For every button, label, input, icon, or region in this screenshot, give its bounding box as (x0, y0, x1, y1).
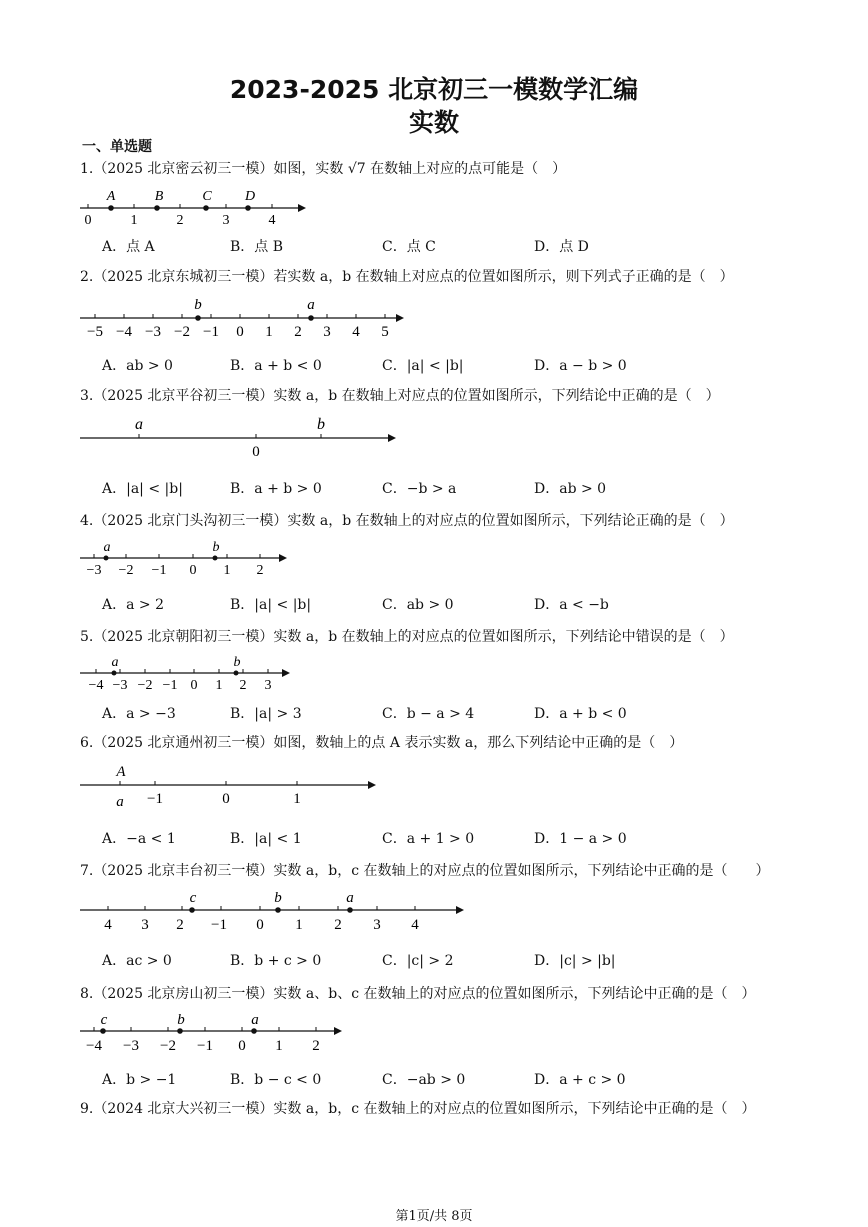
tick-label: 2 (294, 324, 302, 340)
question-3-stem: 3.（2025 北京平谷初三一模）实数 a，b 在数轴上对应点的位置如图所示，下列结论中正确的是（ ） (80, 388, 720, 404)
tick-label: 0 (238, 1038, 246, 1054)
label-a: a (346, 890, 354, 906)
label-b: b (274, 890, 282, 906)
tick-label: −1 (211, 917, 227, 933)
option-a: A．a > 2 (102, 597, 164, 613)
option-d: D．点 D (534, 239, 589, 255)
tick-label: −4 (88, 678, 104, 693)
label-a: a (103, 540, 111, 555)
label-b: b (194, 297, 202, 313)
tick-label: 2 (176, 213, 184, 228)
tick-label: 0 (236, 324, 244, 340)
option-d: D．ab > 0 (534, 481, 607, 497)
section-heading: 一、单选题 (82, 139, 152, 155)
tick-label: 3 (264, 678, 272, 693)
tick-label: −1 (147, 791, 163, 807)
label-C: C (202, 189, 212, 204)
question-1-stem: 1.（2025 北京密云初三一模）如图，实数 √7 在数轴上对应的点可能是（ ） (80, 161, 567, 177)
label-b: b (212, 540, 220, 555)
tick-label: 2 (239, 678, 247, 693)
document-subtitle: 实数 (408, 108, 459, 137)
option-c: C．b − a > 4 (382, 706, 475, 722)
option-b: B．|a| > 3 (230, 706, 302, 722)
tick-label: −2 (174, 324, 190, 340)
tick-label: 2 (312, 1038, 320, 1054)
label-a: a (135, 416, 143, 433)
label-b: b (317, 416, 325, 433)
option-b: B．|a| < |b| (230, 597, 312, 613)
option-a: A．ab > 0 (102, 358, 173, 374)
option-b: B．a + b > 0 (230, 481, 322, 497)
label-a: a (111, 655, 119, 670)
tick-label: 0 (84, 213, 92, 228)
tick-label: −4 (86, 1038, 102, 1054)
label-c: c (100, 1012, 108, 1028)
label-A: A (106, 189, 116, 204)
question-6-stem: 6.（2025 北京通州初三一模）如图，数轴上的点 A 表示实数 a，那么下列结论中正确的是（ ） (80, 735, 684, 751)
label-c: c (189, 890, 197, 906)
tick-label: −2 (160, 1038, 176, 1054)
tick-label: 0 (222, 791, 230, 807)
option-c: C．|a| < |b| (382, 358, 464, 374)
label-a: a (116, 794, 124, 810)
question-5-stem: 5.（2025 北京朝阳初三一模）实数 a，b 在数轴上的对应点的位置如图所示，下列结论中错误的是（ ） (80, 629, 734, 645)
option-b: B．a + b < 0 (230, 358, 322, 374)
tick-label: 4 (352, 324, 360, 340)
option-d: D．|c| > |b| (534, 953, 616, 969)
label-b: b (233, 655, 241, 670)
option-c: C．点 C (382, 239, 436, 255)
label-D: D (244, 189, 256, 204)
tick-label: 4 (268, 213, 276, 228)
label-a: a (251, 1012, 259, 1028)
tick-label: −5 (87, 324, 103, 340)
tick-label: 1 (265, 324, 273, 340)
tick-label: 3 (141, 917, 149, 933)
question-8-stem: 8.（2025 北京房山初三一模）实数 a、b、c 在数轴上的对应点的位置如图所示，下列结论中正确的是（ ） (80, 986, 756, 1002)
question-9-stem: 9.（2024 北京大兴初三一模）实数 a，b，c 在数轴上的对应点的位置如图所示，下列结论中正确的是（ ） (80, 1101, 756, 1117)
tick-label: −2 (118, 563, 134, 578)
option-c: C．ab > 0 (382, 597, 454, 613)
tick-label: −3 (123, 1038, 139, 1054)
option-c: C．|c| > 2 (382, 953, 454, 969)
tick-label: 1 (215, 678, 223, 693)
tick-label: 0 (189, 563, 197, 578)
tick-label: 0 (252, 444, 260, 460)
option-a: A．|a| < |b| (102, 481, 183, 497)
point-c (100, 1028, 106, 1034)
tick-label: −3 (145, 324, 161, 340)
option-a: A．a > −3 (102, 706, 176, 722)
option-d: D．a − b > 0 (534, 358, 627, 374)
tick-label: 5 (381, 324, 389, 340)
option-b: B．|a| < 1 (230, 831, 302, 847)
option-c: C．−b > a (382, 481, 457, 497)
page-footer: 第1页/共 8页 (395, 1209, 473, 1224)
option-b: B．点 B (230, 239, 284, 255)
option-d: D．a + c > 0 (534, 1072, 626, 1088)
label-a: a (307, 297, 315, 313)
question-2-stem: 2.（2025 北京东城初三一模）若实数 a，b 在数轴上对应点的位置如图所示，则下列式子正确的是（ ） (80, 269, 734, 285)
tick-label: −2 (137, 678, 153, 693)
tick-label: 2 (256, 563, 264, 578)
tick-label: −1 (151, 563, 167, 578)
option-c: C．a + 1 > 0 (382, 831, 475, 847)
label-b: b (177, 1012, 185, 1028)
option-b: B．b + c > 0 (230, 953, 322, 969)
tick-label: −1 (197, 1038, 213, 1054)
point-a (251, 1028, 257, 1034)
option-d: D．a < −b (534, 597, 609, 613)
option-b: B．b − c < 0 (230, 1072, 322, 1088)
tick-label: 1 (293, 791, 301, 807)
tick-label: 1 (295, 917, 303, 933)
document-title: 2023-2025 北京初三一模数学汇编 (229, 75, 639, 104)
question-4-stem: 4.（2025 北京门头沟初三一模）实数 a，b 在数轴上的对应点的位置如图所示，下列结论正确的是（ ） (80, 513, 734, 529)
label-B: B (154, 189, 164, 204)
tick-label: 0 (190, 678, 198, 693)
tick-label: −3 (86, 563, 102, 578)
tick-label: −1 (203, 324, 219, 340)
tick-label: −1 (162, 678, 178, 693)
point-b (177, 1028, 183, 1034)
option-a: A．b > −1 (102, 1072, 177, 1088)
tick-label: 4 (104, 917, 112, 933)
label-A: A (116, 764, 126, 780)
tick-label: 0 (256, 917, 264, 933)
tick-label: 1 (223, 563, 231, 578)
option-c: C．−ab > 0 (382, 1072, 466, 1088)
question-7-stem: 7.（2025 北京丰台初三一模）实数 a，b，c 在数轴上的对应点的位置如图所示，下列结论中正确的是（ ） (80, 863, 770, 879)
tick-label: 3 (222, 213, 230, 228)
tick-label: 3 (323, 324, 331, 340)
tick-label: 2 (334, 917, 342, 933)
option-a: A．ac > 0 (102, 953, 172, 969)
tick-label: 4 (411, 917, 419, 933)
tick-label: −4 (116, 324, 132, 340)
tick-label: 2 (176, 917, 184, 933)
tick-label: −3 (112, 678, 128, 693)
tick-label: 3 (373, 917, 381, 933)
option-a: A．−a < 1 (102, 831, 176, 847)
tick-label: 1 (275, 1038, 283, 1054)
option-d: D．1 − a > 0 (534, 831, 627, 847)
option-a: A．点 A (102, 239, 155, 255)
tick-label: 1 (130, 213, 138, 228)
option-d: D．a + b < 0 (534, 706, 627, 722)
